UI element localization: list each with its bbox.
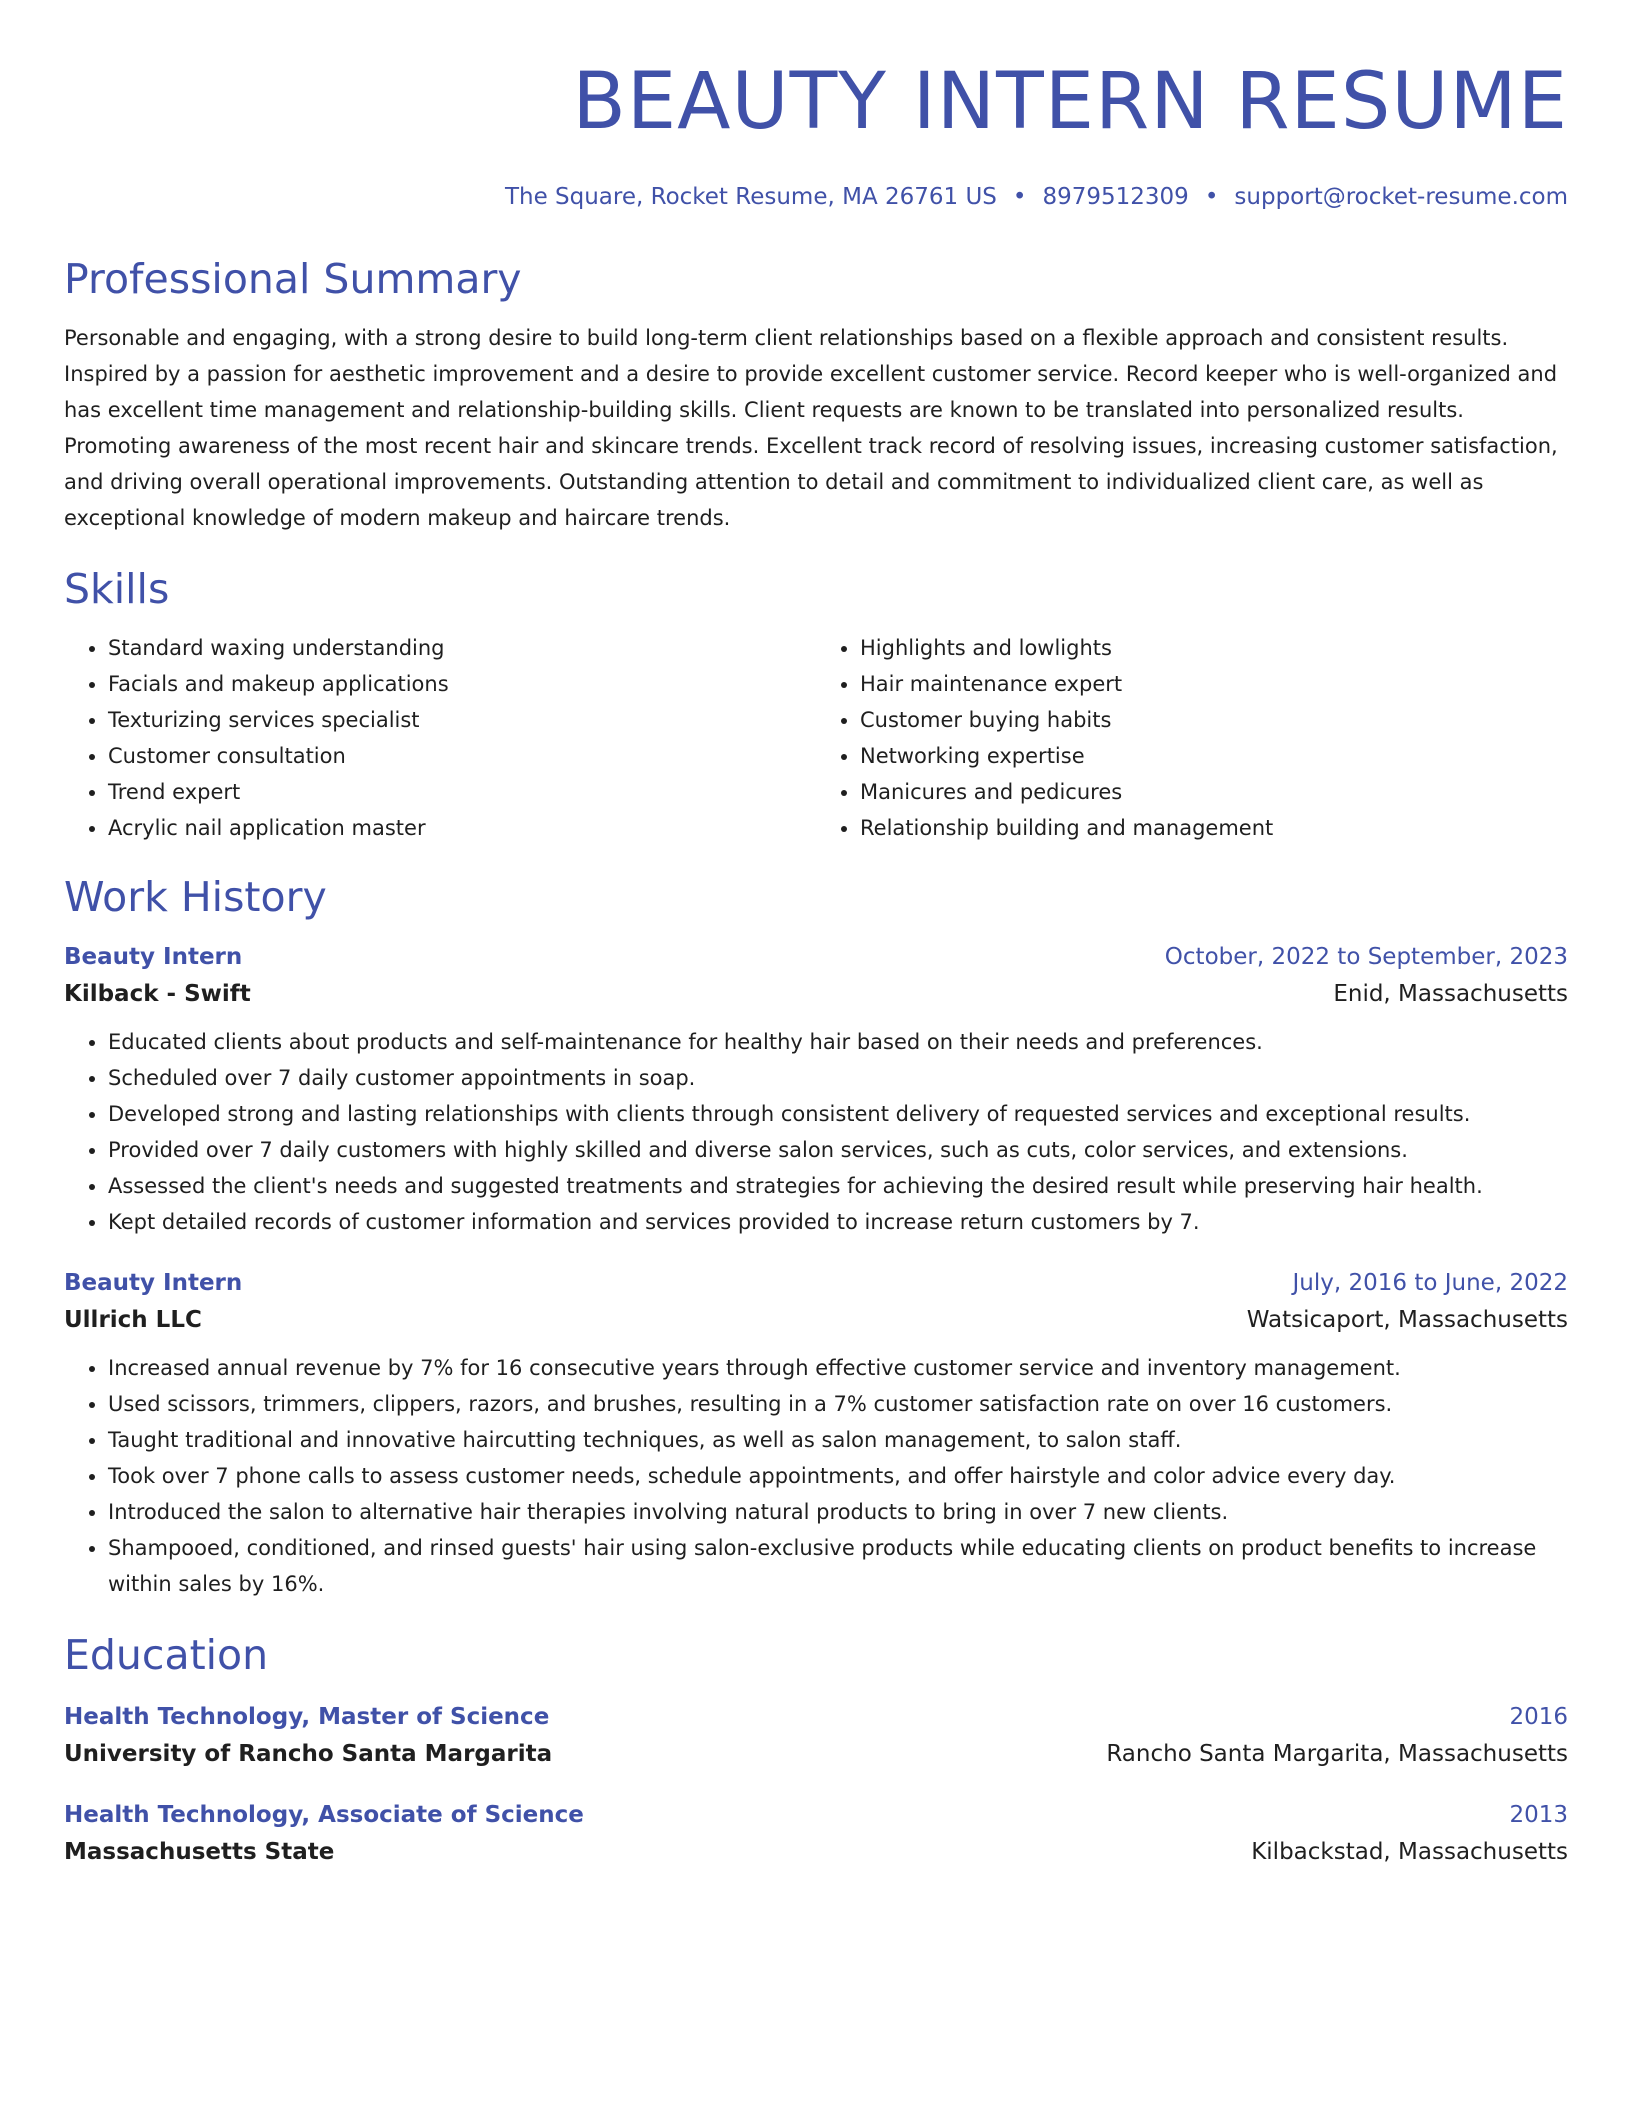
contact-separator: • [1204, 184, 1219, 210]
job-location: Enid, Massachusetts [1333, 981, 1568, 1007]
education-year: 2013 [1509, 1802, 1568, 1828]
skill-item: • Facials and makeup applications [108, 666, 816, 702]
job-bullet: • Educated clients about products and self-maintenance for healthy hair based on their needs and preferences. [108, 1024, 1568, 1060]
education-school-row [64, 1832, 1568, 1872]
job-company: Kilback - Swift [64, 981, 251, 1007]
job-bullet: • Took over 7 phone calls to assess customer needs, schedule appointments, and offer hairstyle and color advice every day. [108, 1458, 1568, 1494]
skills-list [64, 630, 1568, 846]
resume-title: BEAUTY INTERN RESUME [572, 57, 1568, 147]
skill-item: • Acrylic nail application master [108, 810, 816, 846]
education-year: 2016 [1509, 1704, 1568, 1730]
skills-column-right [816, 630, 1568, 846]
skill-item: • Relationship building and management [860, 810, 1568, 846]
skill-item: • Standard waxing understanding [108, 630, 816, 666]
job-bullets [64, 1024, 1568, 1240]
job-bullet: • Scheduled over 7 daily customer appointments in soap. [108, 1060, 1568, 1096]
contact-separator: • [1012, 184, 1027, 210]
job-bullet: • Provided over 7 daily customers with highly skilled and diverse salon services, such as cuts, color services, and extensions. [108, 1132, 1568, 1168]
skill-item: • Customer consultation [108, 738, 816, 774]
skill-item: • Texturizing services specialist [108, 702, 816, 738]
job-role: Beauty Intern [64, 1270, 243, 1296]
job-bullet: • Assessed the client's needs and suggested treatments and strategies for achieving the desired result while preserving hair health. [108, 1168, 1568, 1204]
skill-item: • Customer buying habits [860, 702, 1568, 738]
skill-item: • Hair maintenance expert [860, 666, 1568, 702]
education-degree: Health Technology, Associate of Science [64, 1802, 584, 1828]
skills-heading: Skills [64, 565, 170, 613]
education-school: University of Rancho Santa Margarita [64, 1741, 553, 1767]
contact-address: The Square, Rocket Resume, MA 26761 US [504, 184, 997, 210]
education-school-row [64, 1734, 1568, 1774]
job-bullet: • Increased annual revenue by 7% for 16 consecutive years through effective customer service and inventory management. [108, 1350, 1568, 1386]
education-school: Massachusetts State [64, 1839, 335, 1865]
job-bullet: • Introduced the salon to alternative hair therapies involving natural products to bring in over 7 new clients. [108, 1494, 1568, 1530]
job-header [64, 1266, 1568, 1300]
job-bullet: • Kept detailed records of customer information and services provided to increase return customers by 7. [108, 1204, 1568, 1240]
education-location: Rancho Santa Margarita, Massachusetts [1106, 1741, 1568, 1767]
job-bullet: • Developed strong and lasting relationships with clients through consistent delivery of requested services and exceptional results. [108, 1096, 1568, 1132]
job-dates: October, 2022 to September, 2023 [1164, 944, 1568, 970]
job-location: Watsicaport, Massachusetts [1246, 1307, 1568, 1333]
skill-item: • Trend expert [108, 774, 816, 810]
skill-item: • Highlights and lowlights [860, 630, 1568, 666]
contact-line [64, 182, 1568, 212]
job-org-row [64, 1300, 1568, 1340]
skill-item: • Manicures and pedicures [860, 774, 1568, 810]
contact-email[interactable]: support@rocket-resume.com [1234, 184, 1568, 210]
job-entry [64, 1266, 1568, 1602]
education-entry [64, 1700, 1568, 1774]
job-org-row [64, 974, 1568, 1014]
job-bullet: • Shampooed, conditioned, and rinsed guests' hair using salon-exclusive products while educating clients on product benefits to increase within sales by 16%. [108, 1530, 1568, 1602]
education-heading: Education [64, 1631, 269, 1679]
education-header [64, 1798, 1568, 1832]
job-dates: July, 2016 to June, 2022 [1292, 1270, 1568, 1296]
job-entry [64, 940, 1568, 1240]
job-company: Ullrich LLC [64, 1307, 202, 1333]
job-bullet: • Taught traditional and innovative haircutting techniques, as well as salon management, to salon staff. [108, 1422, 1568, 1458]
job-role: Beauty Intern [64, 944, 243, 970]
work-history-heading: Work History [64, 873, 327, 921]
job-header [64, 940, 1568, 974]
education-location: Kilbackstad, Massachusetts [1251, 1839, 1568, 1865]
skill-item: • Networking expertise [860, 738, 1568, 774]
contact-phone[interactable]: 8979512309 [1042, 184, 1189, 210]
job-bullets [64, 1350, 1568, 1602]
skills-column-left [64, 630, 816, 846]
summary-heading: Professional Summary [64, 255, 522, 303]
job-bullet: • Used scissors, trimmers, clippers, razors, and brushes, resulting in a 7% customer satisfaction rate on over 16 customers. [108, 1386, 1568, 1422]
education-header [64, 1700, 1568, 1734]
summary-text: Personable and engaging, with a strong desire to build long-term client relationships based on a flexible approach and consistent results. Inspired by a passion for aesthetic improvement and a desire to provide excellent customer service. Record keeper who is well-organized and has excellent time management and relationship-building skills. Client requests are known to be translated into personalized results. Promoting awareness of the most recent hair and skincare trends. Excellent track record of resolving issues, increasing customer satisfaction, and driving overall operational improvements. Outstanding attention to detail and commitment to individualized client care, as well as exceptional knowledge of modern makeup and haircare trends. [64, 326, 1558, 530]
education-degree: Health Technology, Master of Science [64, 1704, 550, 1730]
education-entry [64, 1798, 1568, 1872]
